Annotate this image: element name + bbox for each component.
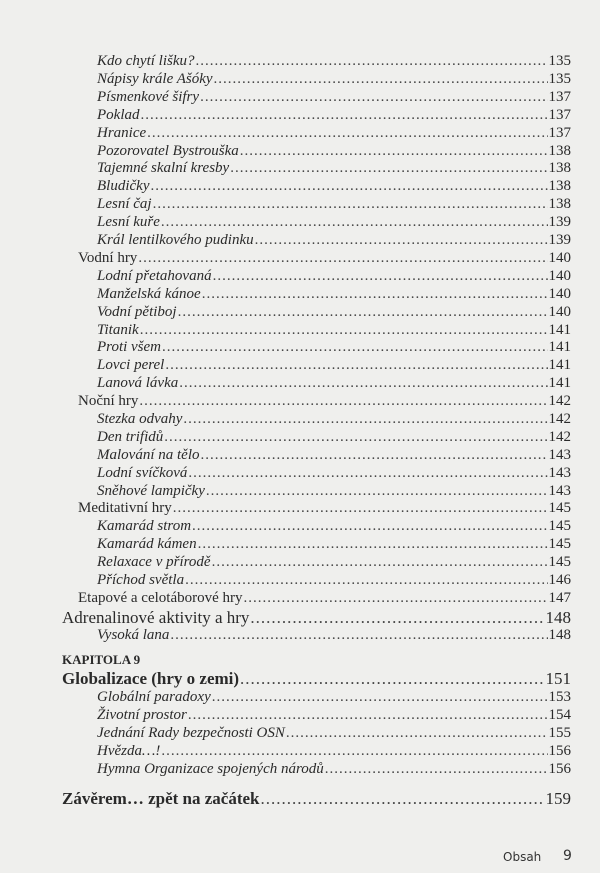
toc-entry-page: 141 xyxy=(548,375,571,391)
dot-leader xyxy=(185,572,547,589)
toc-entry-title: Lesní kuře xyxy=(97,214,160,230)
dot-leader xyxy=(162,339,547,356)
toc-entry-title: Hymna Organizace spojených národů xyxy=(97,761,324,777)
toc-entry-page: 143 xyxy=(548,447,571,463)
toc-entry-title: Globální paradoxy xyxy=(97,689,211,705)
page-number: 9 xyxy=(563,848,572,864)
dot-leader xyxy=(202,286,548,303)
toc-entry-title: Malování na tělo xyxy=(97,447,200,463)
toc-entry xyxy=(0,725,571,742)
dot-leader xyxy=(178,304,548,321)
toc-entry-title: Bludičky xyxy=(97,178,150,194)
toc-entry-page: 141 xyxy=(548,339,571,355)
toc-entry xyxy=(0,53,571,70)
dot-leader xyxy=(240,143,548,160)
toc-entry-page: 140 xyxy=(548,286,571,302)
dot-leader xyxy=(196,53,548,70)
toc-entry xyxy=(0,627,571,644)
toc-entry-page: 137 xyxy=(548,125,571,141)
toc-entry xyxy=(0,125,571,142)
toc-entry-page: 135 xyxy=(548,53,571,69)
toc-entry xyxy=(0,393,571,410)
dot-leader xyxy=(261,790,545,807)
toc-entry-page: 148 xyxy=(548,627,571,643)
dot-leader xyxy=(179,375,547,392)
toc-entry-page: 151 xyxy=(545,669,571,688)
toc-entry xyxy=(0,707,571,724)
toc-entry-title: Lodní přetahovaná xyxy=(97,268,212,284)
toc-entry-title: Stezka odvahy xyxy=(97,411,183,427)
toc-entry-title: Titanik xyxy=(97,322,139,338)
toc-entry-title: Kdo chytí lišku? xyxy=(97,53,195,69)
dot-leader xyxy=(325,761,548,778)
dot-leader xyxy=(173,500,548,517)
toc-entry-page: 138 xyxy=(548,143,571,159)
toc-entry xyxy=(0,178,571,195)
toc-entry-title: Lesní čaj xyxy=(97,196,152,212)
dot-leader xyxy=(188,707,548,724)
toc-entry xyxy=(0,143,571,160)
toc-entry-page: 138 xyxy=(548,196,571,212)
toc-entry xyxy=(0,590,571,607)
toc-entry-page: 148 xyxy=(545,608,571,627)
toc-entry-page: 141 xyxy=(548,357,571,373)
toc-entry-title: Hranice xyxy=(97,125,147,141)
dot-leader xyxy=(250,609,544,626)
toc-entry xyxy=(0,572,571,589)
dot-leader xyxy=(212,689,548,706)
toc-entry xyxy=(0,250,571,267)
toc-entry-title: Kamarád strom xyxy=(97,518,192,534)
toc-entry-page: 145 xyxy=(548,518,571,534)
toc-entry-title: Globalizace (hry o zemi) xyxy=(62,669,240,688)
toc-entry-title: Kamarád kámen xyxy=(97,536,197,552)
toc-entry xyxy=(0,107,571,124)
toc-entry-title: Manželská kánoe xyxy=(97,286,201,302)
toc-entry-page: 137 xyxy=(548,89,571,105)
dot-leader xyxy=(161,743,547,760)
toc-entry-page: 153 xyxy=(548,689,571,705)
dot-leader xyxy=(165,357,547,374)
toc-entry-page: 138 xyxy=(548,160,571,176)
dot-leader xyxy=(139,393,547,410)
toc-entry xyxy=(0,743,571,760)
dot-leader xyxy=(212,554,548,571)
toc-entry-title: Písmenkové šifry xyxy=(97,89,200,105)
toc-entry-title: Poklad xyxy=(97,107,140,123)
dot-leader xyxy=(183,411,547,428)
dot-leader xyxy=(255,232,548,249)
toc-entry-title: Noční hry xyxy=(78,393,139,409)
toc-entry-title: Tajemné skalní kresby xyxy=(97,160,230,176)
toc-entry-title: Meditativní hry xyxy=(78,500,172,516)
toc-entry-page: 147 xyxy=(548,590,571,606)
toc-entry-page: 142 xyxy=(548,429,571,445)
toc-entry xyxy=(0,554,571,571)
toc-entry xyxy=(0,304,571,321)
toc-entry-title: Relaxace v přírodě xyxy=(97,554,211,570)
dot-leader xyxy=(188,465,547,482)
toc-entry-title: Adrenalinové aktivity a hry xyxy=(62,608,250,627)
toc-entry-page: 155 xyxy=(548,725,571,741)
dot-leader xyxy=(240,670,544,687)
dot-leader xyxy=(141,107,548,124)
dot-leader xyxy=(213,268,548,285)
toc-entry xyxy=(0,286,571,303)
dot-leader xyxy=(200,89,547,106)
running-footer-title: Obsah xyxy=(503,850,542,864)
dot-leader xyxy=(286,725,548,742)
dot-leader xyxy=(140,322,548,339)
toc-entry-page: 154 xyxy=(548,707,571,723)
toc-entry-page: 135 xyxy=(548,71,571,87)
dot-leader xyxy=(161,214,548,231)
dot-leader xyxy=(214,71,548,88)
dot-leader xyxy=(200,447,547,464)
toc-entry-page: 145 xyxy=(548,536,571,552)
toc-entry-page: 143 xyxy=(548,465,571,481)
dot-leader xyxy=(150,178,547,195)
dot-leader xyxy=(198,536,548,553)
toc-entry-title: Lodní svíčková xyxy=(97,465,188,481)
toc-entry xyxy=(0,196,571,213)
toc-entry xyxy=(0,357,571,374)
toc-entry-page: 159 xyxy=(545,789,571,808)
toc-entry xyxy=(0,71,571,88)
toc-entry-page: 156 xyxy=(548,743,571,759)
toc-entry xyxy=(0,518,571,535)
toc-entry xyxy=(0,465,571,482)
toc-entry-title: Jednání Rady bezpečnosti OSN xyxy=(97,725,285,741)
dot-leader xyxy=(153,196,548,213)
toc-entry-title: Vysoká lana xyxy=(97,627,170,643)
toc-entry-title: Lanová lávka xyxy=(97,375,179,391)
toc-entry-page: 142 xyxy=(548,393,571,409)
dot-leader xyxy=(192,518,547,535)
toc-entry-title: Vodní hry xyxy=(78,250,138,266)
toc-entry xyxy=(0,89,571,106)
toc-entry-page: 140 xyxy=(548,250,571,266)
toc-entry-page: 137 xyxy=(548,107,571,123)
toc-entry-title: Etapové a celotáborové hry xyxy=(78,590,243,606)
dot-leader xyxy=(244,590,548,607)
toc-entry-page: 146 xyxy=(548,572,571,588)
toc-entry xyxy=(0,536,571,553)
toc-entry-page: 142 xyxy=(548,411,571,427)
toc-entry-page: 143 xyxy=(548,483,571,499)
toc-entry xyxy=(0,689,571,706)
toc-entry-title: Životní prostor xyxy=(97,707,187,723)
dot-leader xyxy=(230,160,547,177)
toc-entry-page: 156 xyxy=(548,761,571,777)
toc-entry-title: Sněhové lampičky xyxy=(97,483,205,499)
dot-leader xyxy=(170,627,547,644)
dot-leader xyxy=(164,429,547,446)
toc-entry xyxy=(0,429,571,446)
dot-leader xyxy=(138,250,547,267)
toc-entry-title: Den trifidů xyxy=(97,429,164,445)
toc-entry xyxy=(0,411,571,428)
toc-entry xyxy=(0,761,571,778)
toc-entry-title: Proti všem xyxy=(97,339,162,355)
toc-entry xyxy=(0,483,571,500)
toc-entry xyxy=(0,609,571,626)
toc-entry-title: Nápisy krále Ašóky xyxy=(97,71,213,87)
toc-entry xyxy=(0,375,571,392)
toc-entry xyxy=(0,447,571,464)
toc-entry-title: Lovci perel xyxy=(97,357,165,373)
toc-entry-page: 138 xyxy=(548,178,571,194)
toc-entry-title: Závěrem… zpět na začátek xyxy=(62,789,260,808)
toc-entry xyxy=(0,268,571,285)
toc-entry xyxy=(0,790,571,807)
toc-entry xyxy=(0,214,571,231)
toc-entry-title: Příchod světla xyxy=(97,572,185,588)
toc-entry xyxy=(0,322,571,339)
toc-entry-page: 140 xyxy=(548,304,571,320)
toc-entry-page: 139 xyxy=(548,214,571,230)
toc-entry-title: Král lentilkového pudinku xyxy=(97,232,254,248)
toc-entry-title: Hvězda…! xyxy=(97,743,161,759)
toc-entry-page: 141 xyxy=(548,322,571,338)
toc-entry xyxy=(0,160,571,177)
toc-entry xyxy=(0,339,571,356)
toc-entry-title: Vodní pětiboj xyxy=(97,304,177,320)
toc-entry-page: 145 xyxy=(548,500,571,516)
toc-entry-title: Pozorovatel Bystrouška xyxy=(97,143,239,159)
chapter-label: KAPITOLA 9 xyxy=(62,652,141,667)
toc-entry-page: 145 xyxy=(548,554,571,570)
toc-entry xyxy=(0,670,571,687)
toc-entry xyxy=(0,232,571,249)
dot-leader xyxy=(206,483,548,500)
toc-entry-page: 140 xyxy=(548,268,571,284)
dot-leader xyxy=(147,125,547,142)
toc-entry xyxy=(0,500,571,517)
toc-entry-page: 139 xyxy=(548,232,571,248)
